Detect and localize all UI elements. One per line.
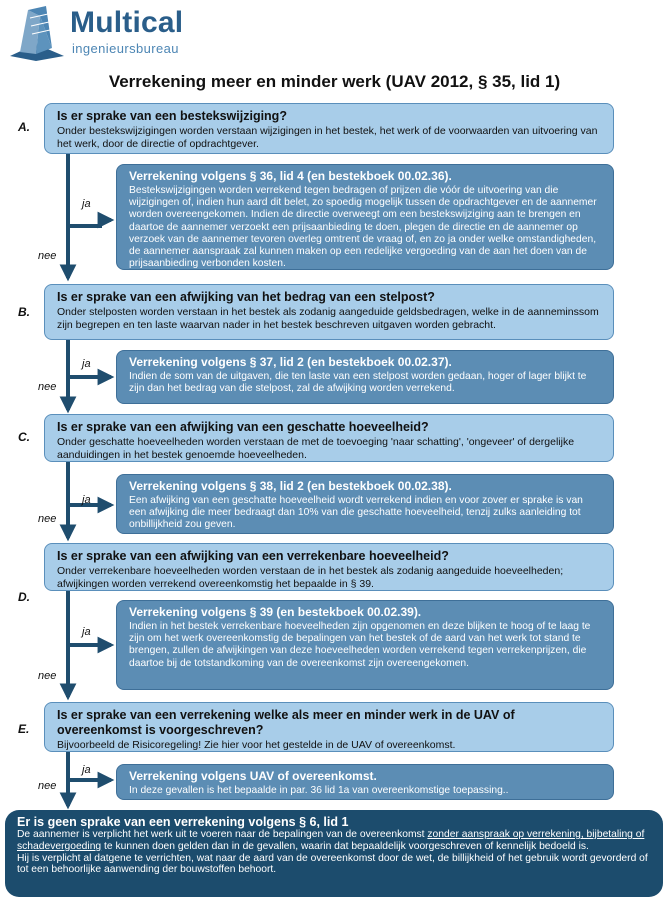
final-title: Er is geen sprake van een verrekening volgens § 6, lid 1 (17, 815, 349, 829)
answer-title-c: Verrekening volgens § 38, lid 2 (en bestekboek 00.02.38). (129, 479, 452, 493)
final-text-b: te kunnen doen gelden dan in de gevallen, waarin dat bepaaldelijk voorgeschreven of kennelijk bedoeld is. (101, 840, 589, 852)
no-label-b: nee (38, 381, 57, 393)
brand-name: Multical (70, 6, 184, 39)
no-label-c: nee (38, 513, 57, 525)
question-text-a: Onder bestekswijzigingen worden verstaan wijzigingen in het bestek, het werk of de voorwaarden van uitvoering van het werk, door de directie of opdrachtgever. (57, 125, 598, 150)
yes-label-c: ja (82, 494, 91, 506)
final-text-c: Hij is verplicht al datgene te verrichten, wat naar de aard van de overeenkomst door de wet, de billijkheid of het gebruik wordt gevorderd of tot een behoorlijke aanwending der bouwstoffen behoort. (17, 852, 648, 876)
answer-text-a: Bestekswijzigingen worden verrekend tegen bedragen of prijzen die vóór de uitvoering van die wijzigingen of, indien hun aard dit belet, zo spoedig mogelijk tussen de opdrachtgever en de aannemer worden overeengekomen. Indien de directie overweegt om een bestekswijziging aan te brengen en daartoe de aannemer verzoekt een prijsaanbieding te doen, plegen de directie en de aannemer op verzoek van de aannemer tevoren overleg omtrent de vraag of, en zo ja onder welke omstandigheden, de aannemer aanspraak zal kunnen maken op een redelijke vergoeding van de aan het doen van de prijsaanbieding verbonden kosten. (129, 185, 597, 270)
question-title-c: Is er sprake van een afwijking van een geschatte hoeveelheid? (57, 420, 429, 434)
question-text-d: Onder verrekenbare hoeveelheden worden verstaan de in het bestek als zodanig aangeduide hoeveelheden; afwijkingen worden verrekend overeenkomstig het bepaalde in § 39. (57, 565, 564, 590)
step-letter-a: A. (18, 120, 30, 134)
step-letter-c: C. (18, 430, 30, 444)
step-letter-e: E. (18, 722, 30, 736)
yes-label-b: ja (82, 358, 91, 370)
question-box-b (44, 284, 614, 340)
question-box-c (44, 414, 614, 462)
page-title: Verrekening meer en minder werk (UAV 2012, § 35, lid 1) (108, 72, 561, 91)
answer-box-d (116, 600, 614, 690)
step-letter-d: D. (18, 590, 30, 604)
answer-title-d: Verrekening volgens § 39 (en bestekboek 00.02.39). (129, 605, 422, 619)
no-label-d: nee (38, 670, 57, 682)
step-letter-b: B. (18, 305, 30, 319)
question-text-c: Onder geschatte hoeveelheden worden verstaan de met de toevoeging 'naar schatting', 'ongeveer' of dergelijke aanduidingen in het bestek genoemde hoeveelheden. (57, 436, 575, 461)
yes-label-d: ja (82, 626, 91, 638)
answer-text-d: Indien in het bestek verrekenbare hoeveelheden zijn opgenomen en deze blijken te hoog of te laag te zijn om het werk overeenkomstig de bepalingen van het bestek of de aard van het werk tot stand te brengen, zullen de afwijkingen van deze hoeveelheden worden verrekend tegen verrekenprijzen, die daartoe bij de totstandkoming van de overeenkomst zijn overeengekomen. (129, 621, 591, 669)
answer-title-e: Verrekening volgens UAV of overeenkomst. (129, 769, 377, 783)
question-text-e: Bijvoorbeeld de Risicoregeling! Zie hier voor het gestelde in de UAV of overeenkomst. (57, 739, 456, 751)
final-text-a: De aannemer is verplicht het werk uit te voeren naar de bepalingen van de overeenkomst (17, 829, 428, 840)
yes-label-a: ja (82, 198, 91, 210)
question-box-a (44, 103, 614, 154)
question-box-e (44, 702, 614, 752)
arrow-a-ja (68, 220, 111, 226)
answer-title-a: Verrekening volgens § 36, lid 4 (en bestekboek 00.02.36). (129, 169, 452, 183)
brand-subtitle: ingenieursbureau (72, 41, 179, 56)
question-title-d: Is er sprake van een afwijking van een verrekenbare hoeveelheid? (57, 549, 449, 563)
answer-text-e: In deze gevallen is het bepaalde in par. 36 lid 1a van overeenkomstige toepassing.. (129, 785, 509, 796)
answer-box-e (116, 764, 614, 800)
question-title-b: Is er sprake van een afwijking van het bedrag van een stelpost? (57, 290, 435, 304)
final-text-underline: zonder aanspraak op verrekening, bijbetaling of schadevergoeding (17, 829, 645, 852)
final-box (5, 810, 663, 897)
answer-title-b: Verrekening volgens § 37, lid 2 (en bestekboek 00.02.37). (129, 355, 452, 369)
answer-text-b: Indien de som van de uitgaven, die ten laste van een stelpost worden gedaan, hoger of lager blijkt te zijn dan het bedrag van die stelpost, zal de afwijking worden verrekend. (129, 371, 587, 395)
question-text-b: Onder stelposten worden verstaan in het bestek als zodanig aangeduide geldsbedragen, welke in de aanneminssom zijn begrepen en ten laste waarvan nader in het bestek beschreven uitgaven worden gebracht. (57, 306, 599, 331)
no-label-a: nee (38, 250, 57, 262)
answer-box-a (116, 164, 614, 270)
answer-box-c (116, 474, 614, 534)
answer-text-c: Een afwijking van een geschatte hoeveelheid wordt verrekend indien en voor zover er sprake is van een afwijking die meer bedraagt dan 10% van die geschatte hoeveelheid, tenzij zulks aanleiding tot onbillijkheid zou geven. (129, 495, 583, 531)
no-label-e: nee (38, 780, 57, 792)
answer-box-b (116, 350, 614, 404)
yes-label-e: ja (82, 764, 91, 776)
question-box-d (44, 543, 614, 591)
question-title-e: Is er sprake van een verrekening welke als meer en minder werk in de UAV of overeenkomst is voorgeschreven? (57, 708, 515, 737)
final-text (17, 829, 651, 853)
question-title-a: Is er sprake van een bestekswijziging? (57, 109, 287, 123)
